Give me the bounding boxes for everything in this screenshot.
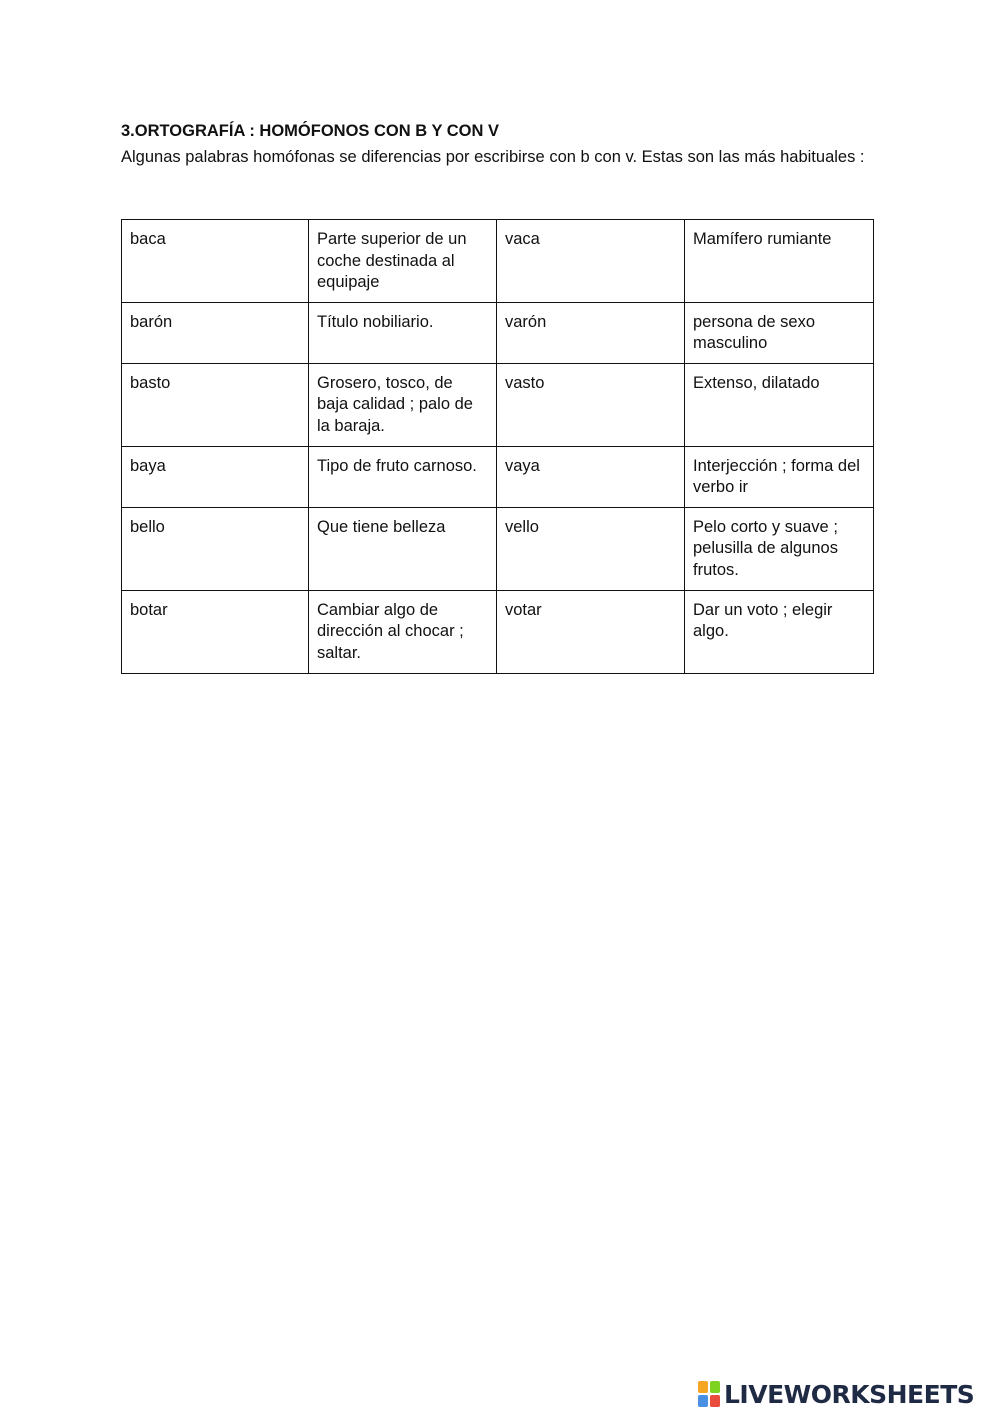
b-meaning-cell: Parte superior de un coche destinada al equipaje	[309, 220, 497, 303]
b-meaning-cell: Tipo de fruto carnoso.	[309, 446, 497, 507]
v-word-cell: vaca	[497, 220, 685, 303]
page-title: 3.ORTOGRAFÍA : HOMÓFONOS CON B Y CON V	[121, 122, 500, 140]
liveworksheets-logo	[698, 1378, 974, 1410]
logo-text: LIVEWORKSHEETS	[724, 1379, 975, 1409]
v-word-cell: vasto	[497, 363, 685, 446]
b-word-cell: baya	[122, 446, 309, 507]
logo-square-icon	[710, 1395, 720, 1407]
b-word-cell: baca	[122, 220, 309, 303]
table-row	[122, 446, 874, 507]
v-meaning-cell: Extenso, dilatado	[685, 363, 874, 446]
v-word-cell: vello	[497, 507, 685, 590]
liveworksheets-logo-icon	[698, 1381, 720, 1407]
v-meaning-cell: persona de sexo masculino	[685, 302, 874, 363]
b-meaning-cell: Cambiar algo de dirección al chocar ; saltar.	[309, 590, 497, 673]
b-word-cell: basto	[122, 363, 309, 446]
table-row	[122, 507, 874, 590]
b-meaning-cell: Título nobiliario.	[309, 302, 497, 363]
b-word-cell: barón	[122, 302, 309, 363]
logo-square-icon	[698, 1395, 708, 1407]
b-meaning-cell: Que tiene belleza	[309, 507, 497, 590]
b-word-cell: bello	[122, 507, 309, 590]
homophones-table	[121, 219, 874, 674]
table-row	[122, 590, 874, 673]
logo-square-icon	[710, 1381, 720, 1393]
v-meaning-cell: Interjección ; forma del verbo ir	[685, 446, 874, 507]
v-meaning-cell: Pelo corto y suave ; pelusilla de algunos frutos.	[685, 507, 874, 590]
v-word-cell: varón	[497, 302, 685, 363]
b-meaning-cell: Grosero, tosco, de baja calidad ; palo de la baraja.	[309, 363, 497, 446]
b-word-cell: botar	[122, 590, 309, 673]
table-row	[122, 220, 874, 303]
v-word-cell: vaya	[497, 446, 685, 507]
v-meaning-cell: Mamífero rumiante	[685, 220, 874, 303]
intro-paragraph: Algunas palabras homófonas se diferencias por escribirse con b con v. Estas son las más habituales :	[121, 148, 865, 166]
v-meaning-cell: Dar un voto ; elegir algo.	[685, 590, 874, 673]
logo-square-icon	[698, 1381, 708, 1393]
table-row	[122, 302, 874, 363]
v-word-cell: votar	[497, 590, 685, 673]
table-row	[122, 363, 874, 446]
